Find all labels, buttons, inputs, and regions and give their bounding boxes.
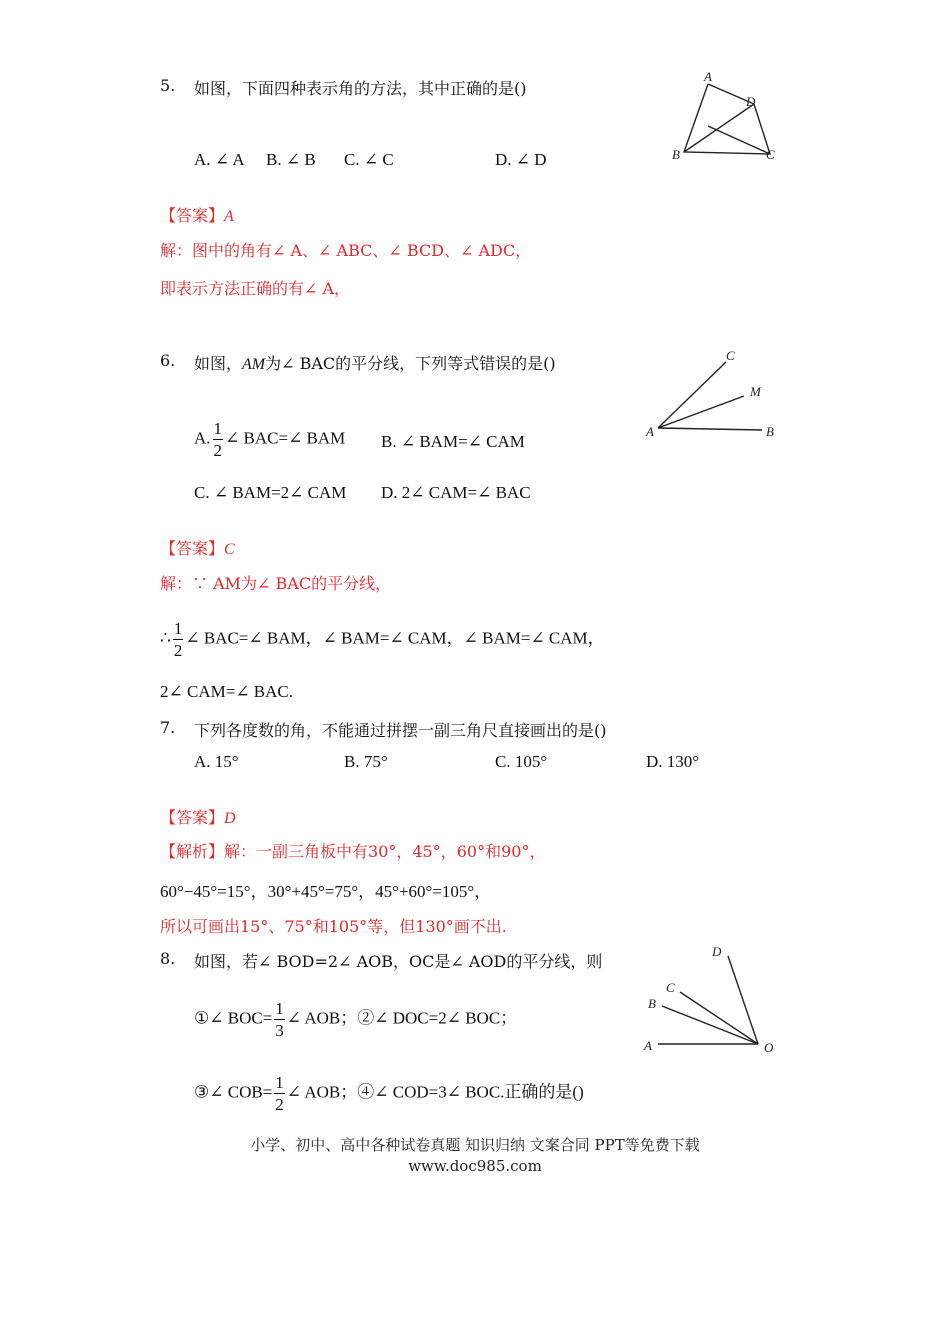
q6-option-d: D. 2∠ CAM=∠ BAC: [381, 483, 531, 502]
q6-fraction-numerator: 1: [213, 419, 223, 438]
q6-solution-line1: 解：∵ AM为∠ BAC的平分线，: [160, 574, 392, 593]
q5-solution-line2: 即表示方法正确的有∠ A，: [160, 279, 351, 298]
q7-option-d: D. 130°: [646, 752, 700, 771]
q6-answer-value: C: [224, 541, 235, 558]
q5-solution-line1: 解：图中的角有∠ A、∠ ABC、∠ BCD、∠ ADC，: [160, 241, 532, 260]
q8-statement3-fraction: [274, 1074, 285, 1113]
q6-solution-line2: [160, 620, 605, 659]
q5-answer-tag: 【答案】: [160, 206, 225, 225]
q6-option-c: C. ∠ BAM=2∠ CAM: [194, 483, 347, 502]
q6-stem-rest: 为∠ BAC的平分线，下列等式错误的是(): [265, 354, 556, 373]
q8-statement1-numerator: 1: [275, 999, 284, 1018]
q5-stem: 如图，下面四种表示角的方法，其中正确的是(): [194, 79, 527, 98]
q6-fraction-denominator: 2: [213, 441, 223, 460]
q6-stem-am: AM: [242, 356, 266, 373]
q8-statement1-fraction: [274, 1000, 285, 1039]
q7-number: 7.: [160, 718, 176, 737]
q8-statements-line1: [194, 1000, 517, 1039]
q6-fig-label-b: B: [766, 424, 774, 439]
q5-option-b: B. ∠ B: [266, 150, 316, 169]
q8-stem: 如图，若∠ BOD=2∠ AOB，OC是∠ AOD的平分线，则: [194, 952, 603, 971]
q8-statement1-rest: ∠ AOB；②∠ DOC=2∠ BOC；: [286, 1008, 518, 1028]
q6-angle-figure: [640, 342, 790, 446]
q6-solution-fraction-numerator: 1: [173, 619, 183, 638]
q6-solution-line2-expr: ∠ BAC=∠ BAM，∠ BAM=∠ CAM，∠ BAM=∠ CAM，: [185, 628, 605, 648]
q6-stem-prefix: 如图，: [194, 354, 243, 373]
q5-option-a: A. ∠ A: [194, 150, 245, 169]
q6-solution-fraction-denominator: 2: [173, 641, 183, 660]
q6-fig-label-a: A: [646, 424, 654, 439]
q5-answer-value: A: [224, 208, 234, 225]
q6-option-a: [194, 420, 345, 459]
q8-fig-label-o: O: [764, 1040, 774, 1055]
q5-fig-label-a: A: [704, 69, 712, 84]
q6-number: 6.: [160, 351, 176, 370]
q8-fig-label-b: B: [648, 996, 656, 1011]
q8-statement3-prefix: ③∠ COB=: [194, 1082, 273, 1102]
q5-triangle-figure: [668, 68, 788, 168]
q6-answer: [160, 536, 235, 559]
footer-url: www.doc985.com: [408, 1157, 542, 1175]
footer-line1: 小学、初中、高中各种试卷真题 知识归纳 文案合同 PPT等免费下载: [250, 1136, 700, 1154]
q5-fig-label-b: B: [672, 147, 680, 162]
q6-option-a-label: A.: [194, 428, 211, 448]
q8-statement3-rest: ∠ AOB；④∠ COD=3∠ BOC.正确的是(): [286, 1082, 584, 1102]
q7-solution-line1: [160, 839, 545, 862]
q6-option-b: B. ∠ BAM=∠ CAM: [381, 432, 525, 451]
q8-statement3-numerator: 1: [275, 1073, 284, 1092]
q7-answer-value: D: [224, 810, 236, 827]
q8-number: 8.: [160, 949, 176, 968]
q8-statement1-denominator: 3: [275, 1021, 284, 1040]
q6-stem: [194, 351, 556, 374]
q7-solution-line2: 60°−45°=15°，30°+45°=75°，45°+60°=105°，: [160, 882, 492, 901]
q8-statements-line2: [194, 1074, 584, 1113]
q6-fig-label-c: C: [726, 348, 735, 363]
q5-option-c: C. ∠ C: [344, 150, 394, 169]
q6-option-a-fraction: [213, 420, 224, 459]
q6-fig-label-m: M: [750, 384, 761, 399]
q5-answer: [160, 203, 234, 226]
q7-answer-tag: 【答案】: [160, 808, 225, 827]
q6-therefore-symbol: ∴: [160, 628, 171, 648]
q8-angle-figure: [640, 938, 790, 1062]
q7-solution-line3: 所以可画出15°、75°和105°等，但130°画不出.: [160, 917, 507, 936]
q5-option-d: D. ∠ D: [495, 150, 547, 169]
q8-fig-label-c: C: [666, 980, 675, 995]
q7-option-a: A. 15°: [194, 752, 239, 771]
q5-fig-label-c: C: [766, 147, 775, 162]
q7-solution-tag: 【解析】: [160, 842, 225, 861]
q7-option-c: C. 105°: [495, 752, 548, 771]
q8-fig-label-a: A: [644, 1038, 652, 1053]
q6-answer-tag: 【答案】: [160, 539, 225, 558]
q8-statement3-denominator: 2: [275, 1095, 284, 1114]
q7-solution-text1: 解：一副三角板中有30°，45°，60°和90°，: [224, 842, 546, 861]
q6-solution-line3: 2∠ CAM=∠ BAC.: [160, 682, 294, 701]
q5-number: 5.: [160, 76, 176, 95]
q8-statement1-prefix: ①∠ BOC=: [194, 1008, 273, 1028]
q7-answer: [160, 805, 236, 828]
q7-option-b: B. 75°: [344, 752, 388, 771]
q6-option-a-expr: ∠ BAC=∠ BAM: [225, 428, 346, 448]
q8-fig-label-d: D: [712, 944, 722, 959]
q7-stem: 下列各度数的角，不能通过拼摆一副三角尺直接画出的是(): [194, 721, 607, 740]
q5-fig-label-d: D: [746, 94, 756, 109]
q6-solution-fraction: [173, 620, 184, 659]
